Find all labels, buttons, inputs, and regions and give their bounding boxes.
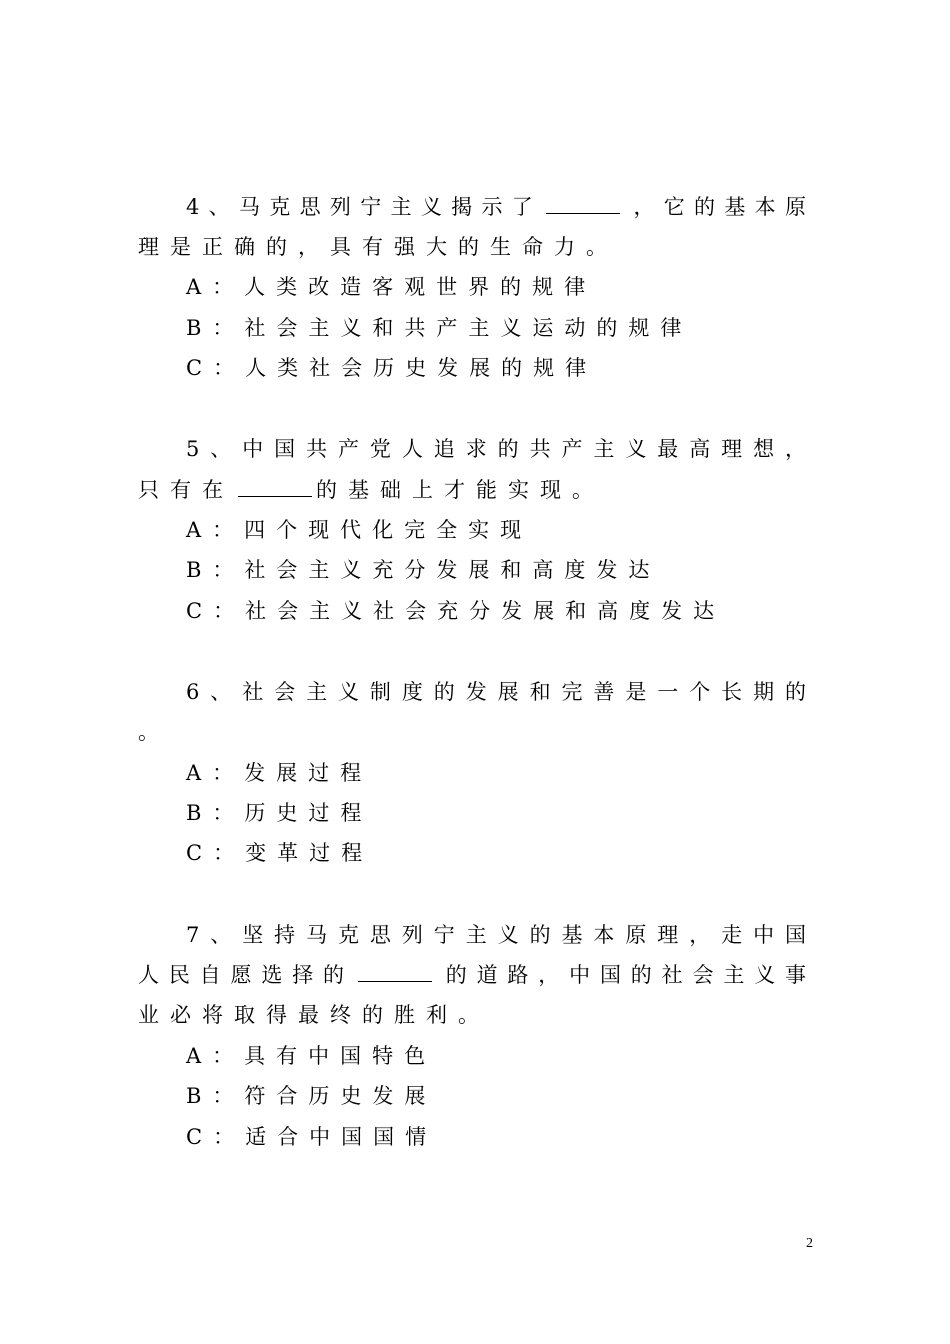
question-5-text-b: 的基础上才能实现。: [316, 478, 604, 502]
question-4-stem-line-2: 理是正确的，具有强大的生命力。: [138, 235, 618, 259]
question-5-option-a: A：四个现代化完全实现: [186, 518, 533, 542]
question-6-option-b: B：历史过程: [186, 801, 373, 825]
question-5-option-c: C：社会主义社会充分发展和高度发达: [186, 599, 726, 623]
question-4-option-b: B：社会主义和共产主义运动的规律: [186, 316, 693, 340]
answer-blank: [358, 980, 432, 982]
question-4-stem-line-1: [186, 192, 806, 222]
question-6-option-a: A：发展过程: [186, 761, 373, 785]
question-5-option-b: B：社会主义充分发展和高度发达: [186, 558, 661, 582]
question-7-option-b: B：符合历史发展: [186, 1084, 437, 1108]
question-5-stem-line-2: [138, 475, 604, 505]
question-7-stem-line-1: 7、坚持马克思列宁主义的基本原理，走中国: [186, 923, 806, 947]
question-7-text-b: 的道路，中国的社会主义事: [435, 963, 807, 987]
question-5-text-a: 只有在: [138, 478, 234, 502]
question-4-option-a: A：人类改造客观世界的规律: [186, 275, 597, 299]
question-6-option-c: C：变革过程: [186, 841, 374, 865]
question-6-stem-line-1: 6、社会主义制度的发展和完善是一个长期的: [186, 680, 806, 704]
answer-blank: [238, 495, 312, 497]
question-7-stem-line-2: [138, 960, 806, 990]
question-6-stem-line-2: 。: [138, 720, 170, 744]
question-7-stem-line-3: 业必将取得最终的胜利。: [138, 1003, 490, 1027]
answer-blank: [546, 212, 620, 214]
page-number: 2: [806, 1236, 813, 1251]
question-4-text-b: ，它的基本原: [624, 195, 806, 219]
question-4-option-c: C：人类社会历史发展的规律: [186, 356, 598, 380]
question-4-text-a: 4、马克思列宁主义揭示了: [186, 195, 543, 219]
question-7-option-c: C：适合中国国情: [186, 1125, 438, 1149]
question-7-option-a: A：具有中国特色: [186, 1044, 437, 1068]
question-5-stem-line-1: 5、中国共产党人追求的共产主义最高理想，: [186, 437, 806, 461]
question-7-text-a: 人民自愿选择的: [138, 963, 354, 987]
